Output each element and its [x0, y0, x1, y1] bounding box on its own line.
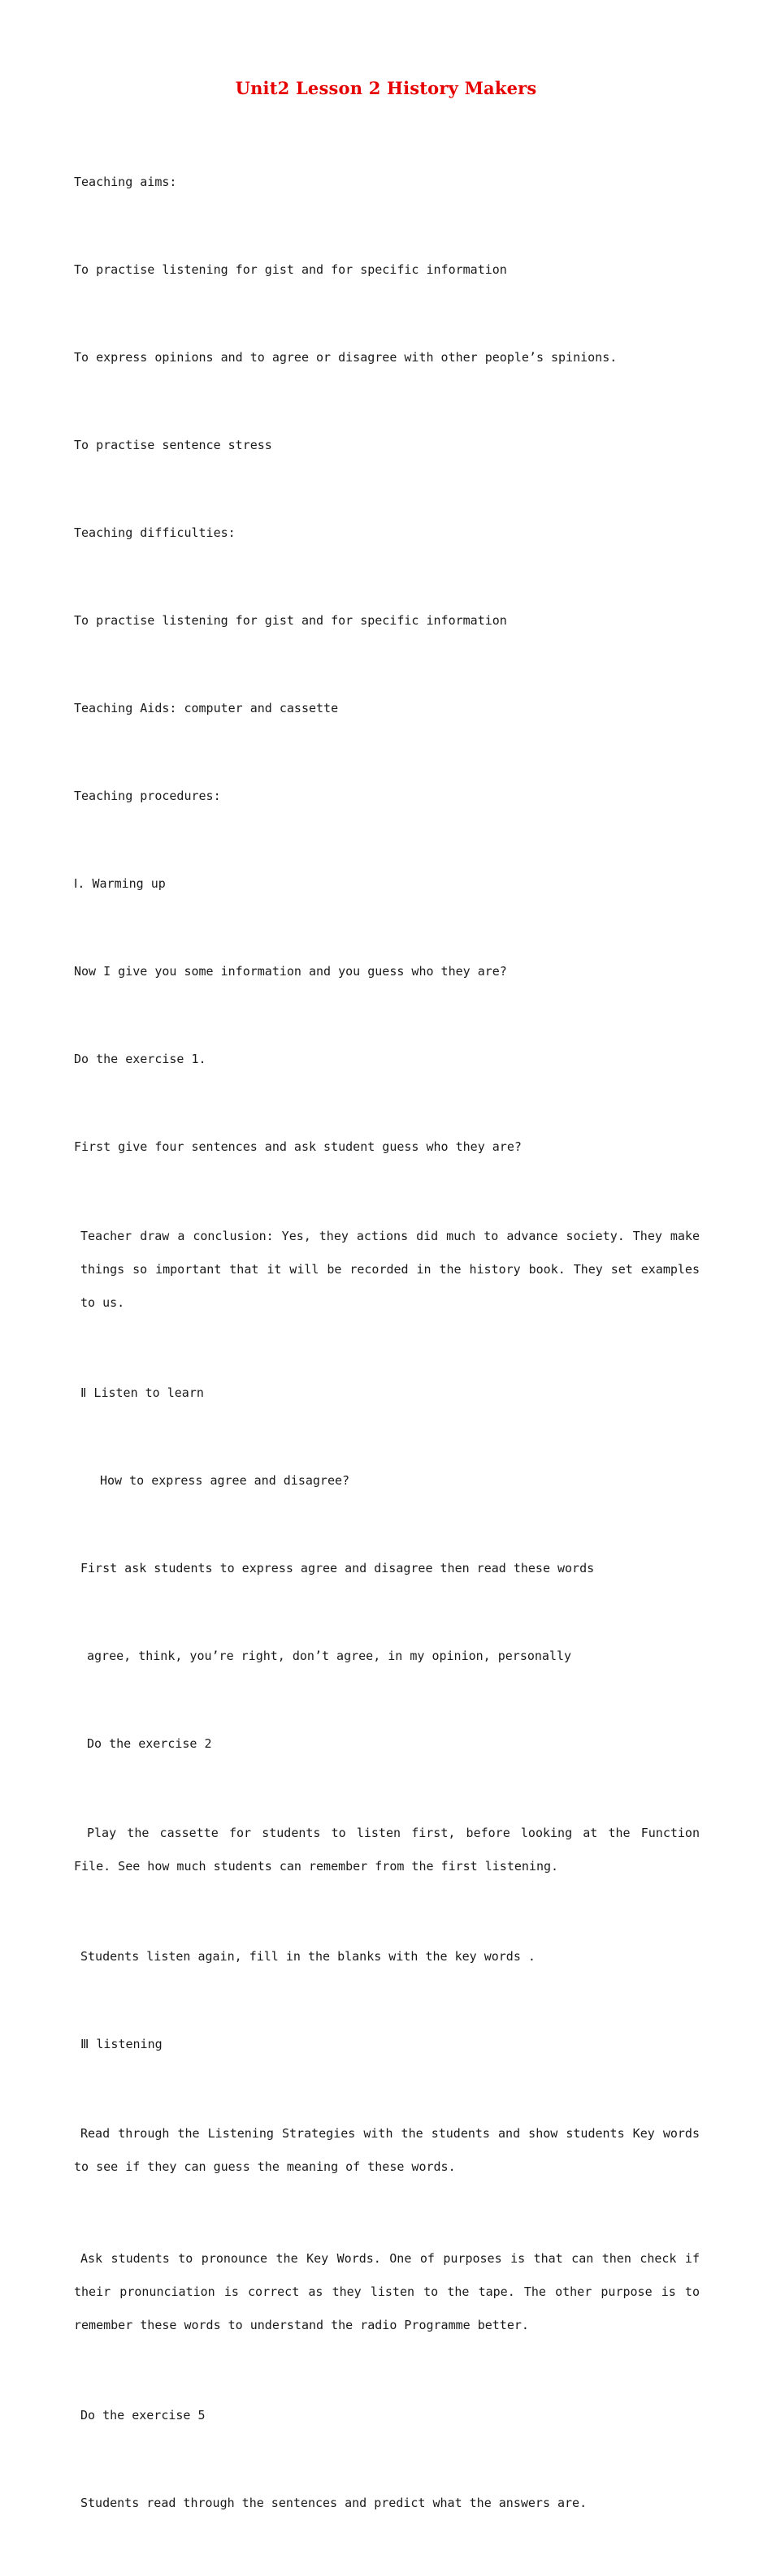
paragraph: Do the exercise 2 — [87, 1736, 212, 1751]
paragraph: First ask students to express agree and disagree then read these words — [80, 1561, 595, 1575]
paragraph: agree, think, you’re right, don’t agree, in my opinion, personally — [87, 1649, 572, 1663]
paragraph: First give four sentences and ask student guess who they are? — [74, 1139, 522, 1154]
section-listen-to-learn: Ⅱ Listen to learn — [80, 1385, 204, 1400]
paragraph: Students listen again, fill in the blanks with the key words . — [80, 1949, 536, 1964]
difficulty-item: To practise listening for gist and for specific information — [74, 613, 507, 628]
paragraph: Read through the Listening Strategies with the students and show students Key words to see if they can guess the meaning of these words. — [74, 2126, 708, 2174]
paragraph: Students read through the sentences and predict what the answers are. — [80, 2496, 588, 2510]
heading-teaching-procedures: Teaching procedures: — [74, 789, 221, 803]
paragraph: Do the exercise 1. — [74, 1052, 206, 1066]
document-title: Unit2 Lesson 2 History Makers — [235, 78, 537, 98]
paragraph: Now I give you some information and you guess who they are? — [74, 964, 507, 979]
aim-item: To express opinions and to agree or disagree with other people’s spinions. — [74, 350, 618, 365]
heading-teaching-difficulties: Teaching difficulties: — [74, 525, 236, 540]
paragraph: Do the exercise 5 — [80, 2408, 206, 2423]
aim-item: To practise listening for gist and for specific information — [74, 262, 507, 277]
section-listening: Ⅲ listening — [80, 2037, 163, 2051]
section-warming-up: Ⅰ. Warming up — [74, 876, 166, 891]
paragraph: Ask students to pronounce the Key Words. One of purposes is that can then check if their pronunciation is correct as they listen to the tape. The other purpose is to remember these words to understand the radio Programme better. — [74, 2251, 708, 2332]
paragraph: Teacher draw a conclusion: Yes, they actions did much to advance society. They make things so important that it will be recorded in the history book. They set examples to us. — [80, 1229, 708, 1310]
paragraph: Play the cassette for students to listen first, before looking at the Function File. See how much students can remember from the first listening. — [74, 1826, 708, 1874]
teaching-aids: Teaching Aids: computer and cassette — [74, 701, 339, 715]
aim-item: To practise sentence stress — [74, 438, 272, 452]
paragraph: How to express agree and disagree? — [100, 1473, 350, 1488]
document-body — [74, 109, 708, 2576]
heading-teaching-aims: Teaching aims: — [74, 175, 177, 189]
